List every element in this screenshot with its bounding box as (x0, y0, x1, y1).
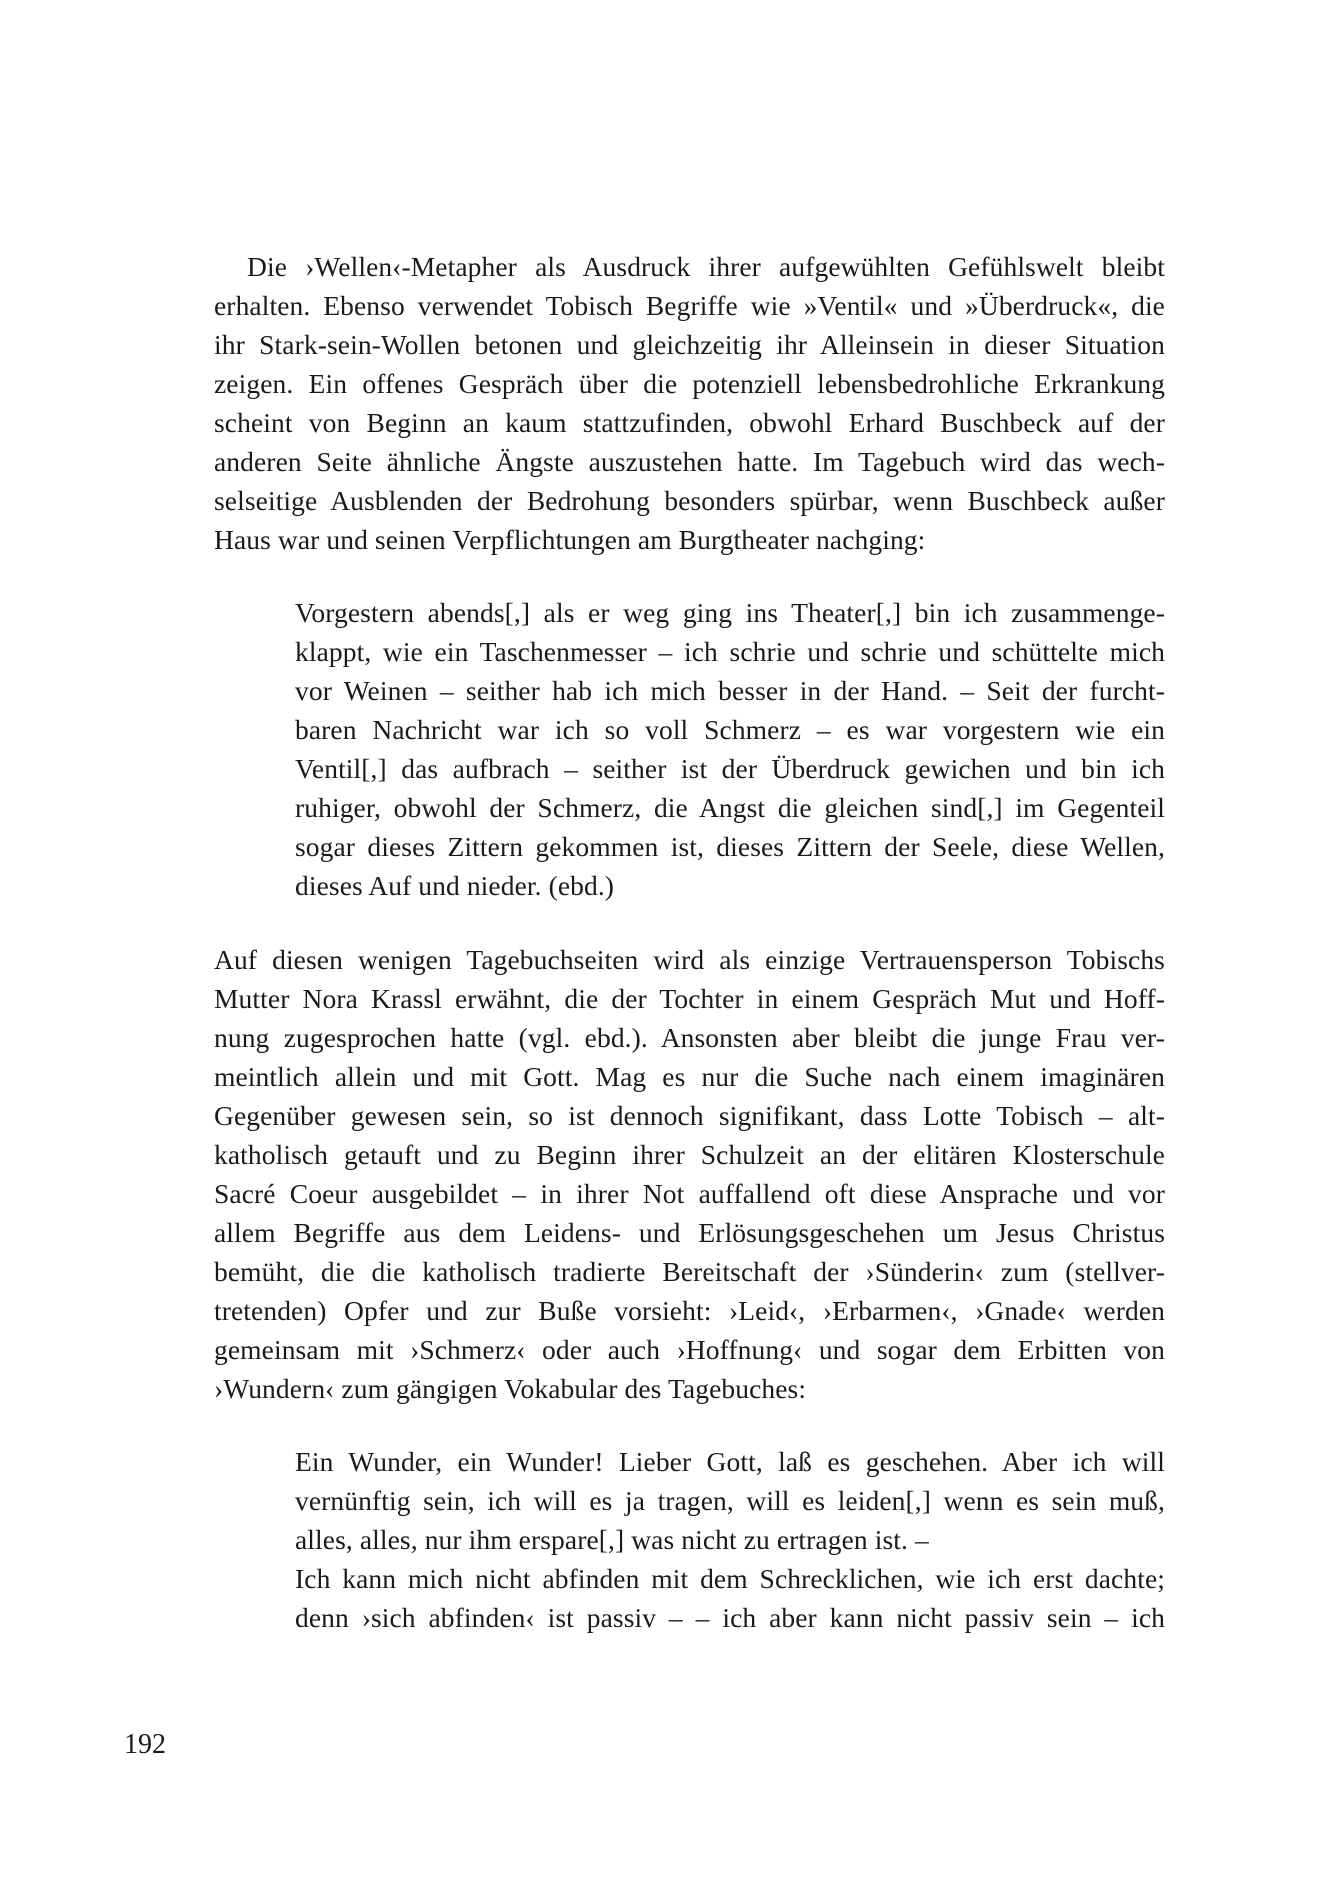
text-line: ihr Stark-sein-Wollen betonen und gleichzeitig ihr Alleinsein in dieser Situation (214, 329, 1165, 360)
text-line: tretenden) Opfer und zur Buße vorsieht: ›Leid‹, ›Erbarmen‹, ›Gnade‹ werden (214, 1295, 1165, 1326)
text-line: anderen Seite ähnliche Ängste auszustehen hatte. Im Tagebuch wird das wech- (214, 446, 1165, 477)
text-line: scheint von Beginn an kaum stattzufinden, obwohl Erhard Buschbeck auf der (214, 407, 1165, 438)
text-line: selseitige Ausblenden der Bedrohung besonders spürbar, wenn Buschbeck außer (214, 485, 1165, 516)
quote-line: Vorgestern abends[,] als er weg ging ins Theater[,] bin ich zusammenge- (295, 597, 1165, 628)
text-line: Die ›Wellen‹-Metapher als Ausdruck ihrer aufgewühlten Gefühlswelt bleibt (247, 251, 1165, 282)
text-line: Sacré Coeur ausgebildet – in ihrer Not auffallend oft diese Ansprache und vor (214, 1178, 1165, 1209)
quote-line: ruhiger, obwohl der Schmerz, die Angst die gleichen sind[,] im Gegenteil (295, 792, 1165, 823)
quote-line: Ein Wunder, ein Wunder! Lieber Gott, laß es geschehen. Aber ich will (295, 1446, 1165, 1477)
quote-line: sogar dieses Zittern gekommen ist, dieses Zittern der Seele, diese Wellen, (295, 831, 1165, 862)
text-line: meintlich allein und mit Gott. Mag es nur die Suche nach einem imaginären (214, 1061, 1165, 1092)
text-line: ›Wundern‹ zum gängigen Vokabular des Tagebuches: (214, 1373, 807, 1404)
quote-line: alles, alles, nur ihm erspare[,] was nicht zu ertragen ist. – (295, 1524, 929, 1555)
text-line: bemüht, die die katholisch tradierte Bereitschaft der ›Sünderin‹ zum (stellver- (214, 1256, 1165, 1287)
quote-line: baren Nachricht war ich so voll Schmerz – es war vorgestern wie ein (295, 714, 1165, 745)
quote-line: vernünftig sein, ich will es ja tragen, will es leiden[,] wenn es sein muß, (295, 1485, 1165, 1516)
text-line: nung zugesprochen hatte (vgl. ebd.). Ansonsten aber bleibt die junge Frau ver- (214, 1022, 1165, 1053)
text-line: zeigen. Ein offenes Gespräch über die potenziell lebensbedrohliche Erkrankung (214, 368, 1165, 399)
text-line: erhalten. Ebenso verwendet Tobisch Begriffe wie »Ventil« und »Überdruck«, die (214, 290, 1165, 321)
quote-line: klappt, wie ein Taschenmesser – ich schrie und schrie und schüttelte mich (295, 636, 1165, 667)
text-line: Gegenüber gewesen sein, so ist dennoch signifikant, dass Lotte Tobisch – alt- (214, 1100, 1165, 1131)
quote-line: vor Weinen – seither hab ich mich besser in der Hand. – Seit der furcht- (295, 675, 1165, 706)
quote-line: dieses Auf und nieder. (ebd.) (295, 870, 615, 901)
text-line: katholisch getauft und zu Beginn ihrer Schulzeit an der elitären Klosterschule (214, 1139, 1165, 1170)
text-line: gemeinsam mit ›Schmerz‹ oder auch ›Hoffnung‹ und sogar dem Erbitten von (214, 1334, 1165, 1365)
page-number: 192 (124, 1729, 166, 1760)
text-line: allem Begriffe aus dem Leidens- und Erlösungsgeschehen um Jesus Christus (214, 1217, 1165, 1248)
quote-line: denn ›sich abfinden‹ ist passiv – – ich aber kann nicht passiv sein – ich (295, 1602, 1165, 1633)
quote-line: Ich kann mich nicht abfinden mit dem Schrecklichen, wie ich erst dachte; (295, 1563, 1165, 1594)
text-line: Mutter Nora Krassl erwähnt, die der Tochter in einem Gespräch Mut und Hoff- (214, 983, 1165, 1014)
quote-line: Ventil[,] das aufbrach – seither ist der Überdruck gewichen und bin ich (295, 753, 1165, 784)
text-line: Auf diesen wenigen Tagebuchseiten wird als einzige Vertrauensperson Tobischs (214, 944, 1165, 975)
text-line: Haus war und seinen Verpflichtungen am Burgtheater nachging: (214, 524, 926, 555)
